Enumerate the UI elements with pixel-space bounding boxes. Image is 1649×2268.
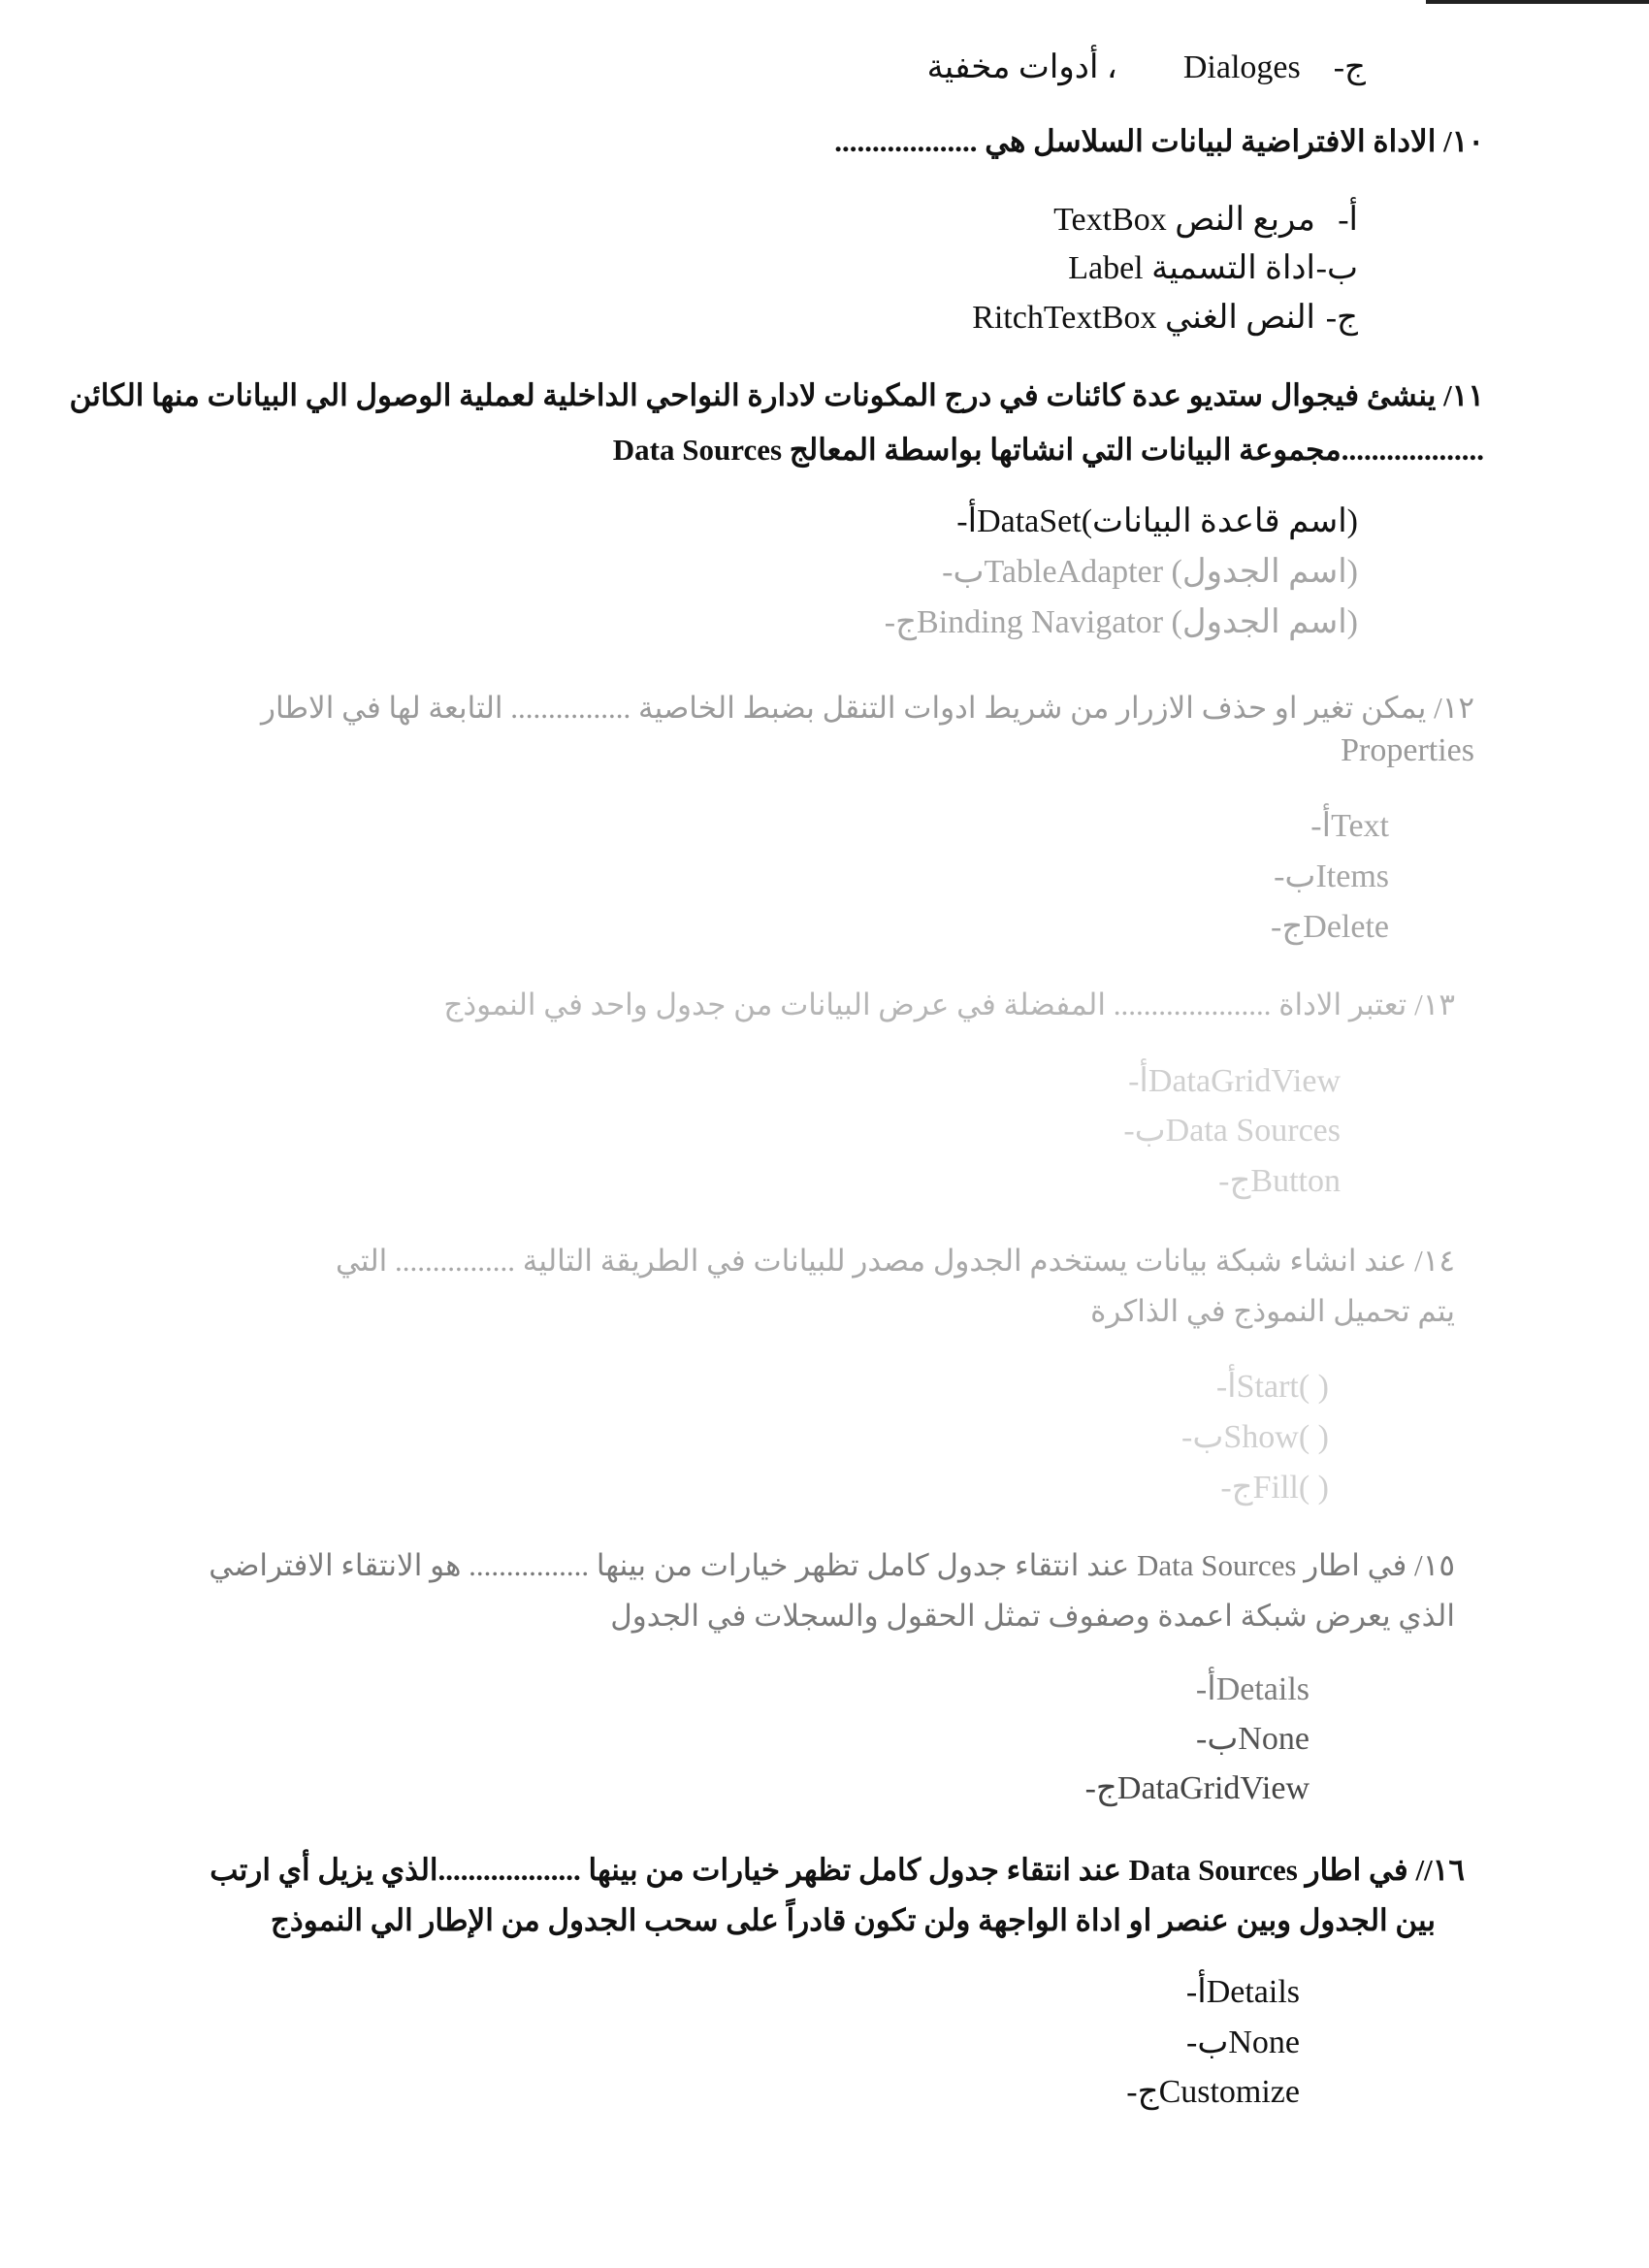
question-11-option-c: ج-Binding Navigator (اسم الجدول) (884, 604, 1358, 640)
question-15-line-2: الذي يعرض شبكة اعمدة وصفوف تمثل الحقول والسجلات في الجدول (610, 1599, 1455, 1633)
question-15-option-c: ج-DataGridView (1084, 1770, 1310, 1806)
question-10-line-1: ١٠/ الاداة الافتراضية لبيانات السلاسل هي ................... (834, 124, 1484, 158)
question-14-option-c: ج-Fill( ) (1220, 1470, 1329, 1506)
question-16-option-c: ج-Customize (1126, 2074, 1300, 2110)
question-16-option-b: ب-None (1186, 2025, 1300, 2060)
question-10-option-b: ب-اداة التسمية Label (1068, 250, 1358, 286)
top-line-extra: ، أدوات مخفية (926, 49, 1117, 85)
question-12-line-2: Properties (1341, 732, 1474, 768)
question-14-option-b: ب-Show( ) (1181, 1419, 1329, 1455)
question-11-line-2: ...................مجموعة البيانات التي انشاتها بواسطة المعالج Data Sources (612, 433, 1484, 467)
question-15-line-1: ١٥/ في اطار Data Sources عند انتقاء جدول كامل تظهر خيارات من بينها ................ هو الانتقاء الافتراضي (209, 1548, 1455, 1582)
question-12-option-c: ج-Delete (1271, 909, 1389, 945)
question-11-option-b: ب-TableAdapter (اسم الجدول) (942, 554, 1358, 590)
question-11-line-1: ١١/ ينشئ فيجوال ستديو عدة كائنات في درج المكونات لادارة النواحي الداخلية لعملية الوصول الي البيانات منها الكائن (69, 378, 1484, 412)
question-13-option-c: ج-Button (1218, 1163, 1341, 1199)
question-13-line-1: ١٣/ تعتبر الاداة ..................... المفضلة في عرض البيانات من جدول واحد في النموذج (443, 988, 1455, 1021)
question-16-option-a: أ-Details (1185, 1974, 1300, 2010)
scan-edge (1426, 0, 1649, 4)
question-12-option-a: أ-Text (1310, 808, 1389, 844)
question-13-option-b: ب-Data Sources (1123, 1113, 1341, 1149)
top-line-letter: ج- (1333, 49, 1366, 85)
question-10-option-c: ج-النص الغني RitchTextBox (972, 300, 1358, 336)
question-15-option-a: أ-Details (1195, 1671, 1310, 1707)
top-line (927, 47, 1366, 89)
question-10-option-a: أ-مربع النص TextBox (1053, 202, 1358, 238)
question-14-line-2: يتم تحميل النموذج في الذاكرة (1090, 1294, 1455, 1328)
question-16-line-2: بين الجدول وبين عنصر او اداة الواجهة ولن تكون قادراً على سحب الجدول من الإطار الي النموذج (270, 1903, 1436, 1937)
question-14-line-1: ١٤/ عند انشاء شبكة بيانات يستخدم الجدول مصدر للبيانات في الطريقة التالية ................ التي (336, 1244, 1455, 1278)
question-12-line-1: ١٢/ يمكن تغير او حذف الازرار من شريط ادوات التنقل بضبط الخاصية ................ التابعة لها في الاطار (260, 691, 1474, 725)
question-14-option-a: أ-Start( ) (1215, 1369, 1329, 1405)
question-12-option-b: ب-Items (1274, 859, 1389, 894)
question-13-option-a: أ-DataGridView (1128, 1063, 1341, 1099)
top-line-term: Dialoges (1182, 49, 1301, 85)
question-16-line-1: ١٦// في اطار Data Sources عند انتقاء جدول كامل تظهر خيارات من بينها ...................الذي يزيل أي ارتب (210, 1853, 1465, 1887)
question-11-option-a: أ-DataSet(اسم قاعدة البيانات) (956, 503, 1358, 539)
question-15-option-b: ب-None (1196, 1721, 1310, 1757)
